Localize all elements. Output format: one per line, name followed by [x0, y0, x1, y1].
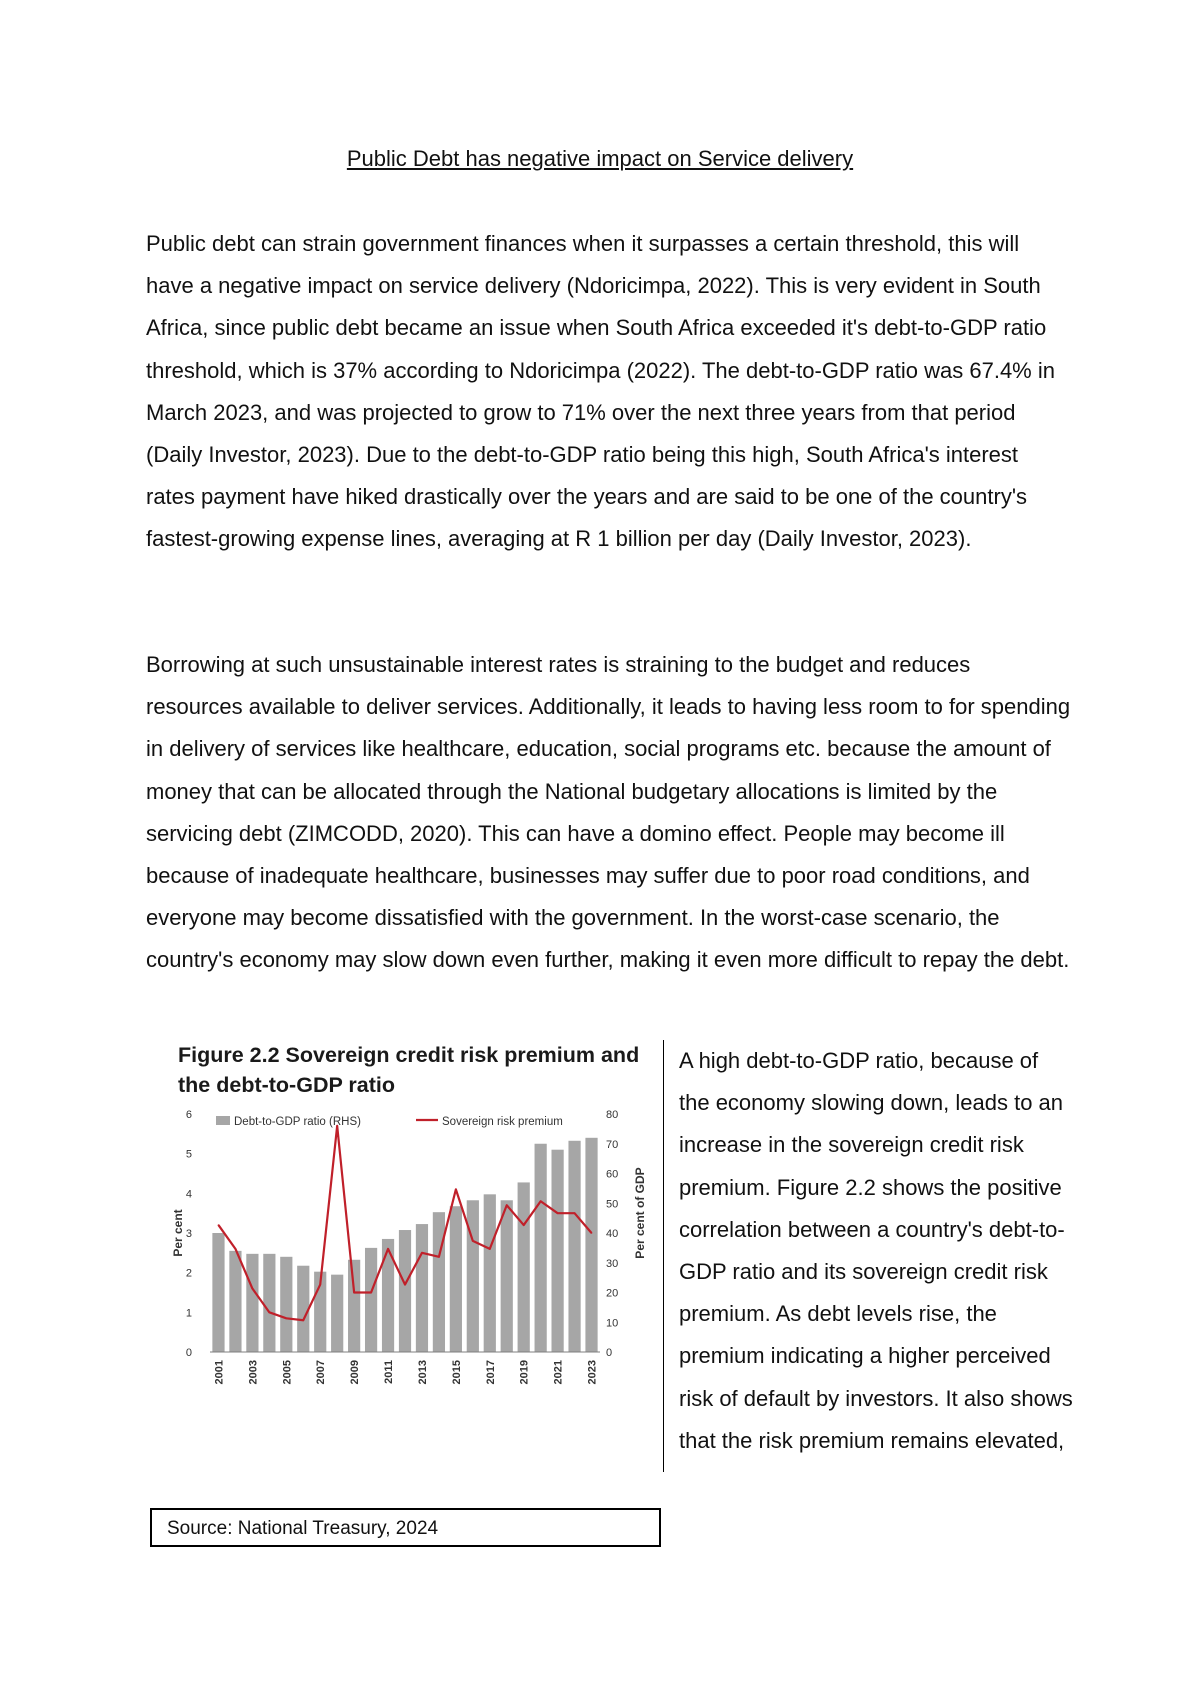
y2-tick-label: 0: [606, 1347, 613, 1359]
chart-title: Figure 2.2 Sovereign credit risk premium and the debt-to-GDP ratio: [178, 1043, 640, 1097]
x-tick-label: 2013: [416, 1360, 429, 1385]
x-tick-label: 2023: [586, 1360, 599, 1385]
bar-2012: [399, 1230, 411, 1352]
y2-tick-label: 30: [606, 1257, 619, 1270]
paragraph-2: Borrowing at such unsustainable interest rates is straining to the budget and reduces resources available to deliver services. Additionally, it leads to having less room to for spending in delivery of services like healthcare, education, social programs etc. because the amount of money that can be allocated through the National budgetary allocations is limited by the servicing debt (ZIMCODD, 2020). This can have a domino effect. People may become ill because of inadequate healthcare, businesses may suffer due to poor road conditions, and everyone may become dissatisfied with the government. In the worst-case scenario, the country's economy may slow down even further, making it even more difficult to repay the debt.: [146, 652, 1071, 973]
line-point-2009: [353, 1292, 355, 1294]
line-point-2010: [370, 1292, 372, 1294]
line-point-2001: [218, 1224, 220, 1226]
figure-2-2: [168, 1038, 658, 1473]
bar-2005: [280, 1257, 292, 1352]
line-point-2012: [404, 1284, 406, 1286]
y2-tick-label: 50: [606, 1198, 619, 1211]
x-tick-label: 2019: [518, 1360, 531, 1385]
bar-2013: [416, 1224, 428, 1352]
bar-2008: [331, 1275, 343, 1352]
side-paragraph: A high debt-to-GDP ratio, because of the economy slowing down, leads to an increase in the sovereign credit risk premium. Figure 2.2 shows the positive correlation between a country's debt-to-GDP ratio and its sovereign credit risk premium. As debt levels rise, the premium indicating a higher perceived risk of default by investors. It also shows that the risk premium remains elevated,: [679, 1048, 1073, 1453]
source-box: [150, 1508, 661, 1547]
bar-2019: [518, 1182, 530, 1352]
bar-2009: [348, 1260, 360, 1352]
x-tick-label: 2011: [383, 1360, 396, 1384]
y-tick-label: 2: [185, 1267, 192, 1280]
bar-2010: [365, 1248, 377, 1352]
legend-swatch-debt-to-gdp: [216, 1116, 230, 1125]
y-tick-label: 3: [185, 1228, 192, 1240]
line-point-2013: [421, 1252, 423, 1254]
line-point-2003: [252, 1288, 254, 1290]
y2-tick-label: 70: [606, 1138, 619, 1151]
y-tick-label: 6: [185, 1109, 192, 1121]
line-point-2017: [489, 1248, 491, 1250]
bar-2020: [535, 1144, 547, 1352]
x-tick-label: 2021: [552, 1360, 565, 1385]
y-tick-label: 5: [185, 1148, 192, 1161]
line-point-2016: [472, 1240, 474, 1242]
figure-divider: [663, 1040, 664, 1472]
chart: [168, 1102, 658, 1442]
y2-tick-label: 10: [606, 1317, 619, 1330]
bar-2014: [433, 1212, 445, 1352]
y2-tick-label: 60: [606, 1168, 619, 1181]
line-point-2014: [438, 1256, 440, 1258]
x-tick-label: 2009: [349, 1360, 362, 1385]
line-point-2011: [387, 1248, 389, 1250]
bar-2004: [263, 1254, 275, 1352]
y-tick-label: 4: [185, 1188, 192, 1201]
y2-tick-label: 40: [606, 1228, 619, 1240]
bar-2023: [585, 1138, 597, 1352]
y2-tick-label: 20: [606, 1287, 619, 1300]
line-point-2021: [557, 1212, 559, 1214]
line-point-2018: [506, 1204, 508, 1206]
x-tick-label: 2017: [484, 1360, 497, 1385]
legend-label-debt-to-gdp: Debt-to-GDP ratio (RHS): [234, 1116, 361, 1128]
x-tick-label: 2007: [315, 1360, 328, 1385]
line-point-2005: [286, 1317, 288, 1319]
y2-tick-label: 80: [606, 1109, 619, 1121]
bar-2001: [212, 1233, 224, 1352]
line-point-2007: [319, 1284, 321, 1286]
y-axis-title: Per cent: [171, 1209, 185, 1257]
x-tick-label: 2015: [450, 1360, 463, 1385]
line-point-2023: [591, 1232, 593, 1234]
page-title: Public Debt has negative impact on Service delivery: [346, 146, 854, 171]
line-point-2020: [540, 1200, 542, 1202]
bar-2015: [450, 1206, 462, 1352]
bar-2017: [484, 1194, 496, 1352]
y2-axis-title: Per cent of GDP: [633, 1167, 647, 1259]
bar-2022: [568, 1141, 580, 1352]
line-point-2002: [235, 1248, 237, 1250]
bar-2016: [467, 1200, 479, 1352]
paragraph-1: Public debt can strain government finances when it surpasses a certain threshold, this will have a negative impact on service delivery (Ndoricimpa, 2022). This is very evident in South Africa, since public debt became an issue when South Africa exceeded it's debt-to-GDP ratio threshold, which is 37% according to Ndoricimpa (2022). The debt-to-GDP ratio was 67.4% in March 2023, and was projected to grow to 71% over the next three years from that period (Daily Investor, 2023). Due to the debt-to-GDP ratio being this high, South Africa's interest rates payment have hiked drastically over the years and are said to be one of the country's fastest-growing expense lines, averaging at R 1 billion per day (Daily Investor, 2023).: [146, 231, 1055, 552]
legend-label-sovereign-risk: Sovereign risk premium: [442, 1116, 563, 1128]
x-tick-label: 2003: [247, 1360, 260, 1385]
y-tick-label: 0: [185, 1347, 192, 1359]
x-tick-label: 2001: [213, 1360, 226, 1385]
bar-2003: [246, 1254, 258, 1352]
bar-2018: [501, 1200, 513, 1352]
line-point-2004: [269, 1312, 271, 1314]
line-point-2019: [523, 1224, 525, 1226]
y-tick-label: 1: [185, 1307, 192, 1320]
bar-2021: [552, 1150, 564, 1352]
line-point-2015: [455, 1189, 457, 1191]
line-point-2006: [302, 1319, 304, 1321]
bar-2002: [229, 1251, 241, 1352]
x-tick-label: 2005: [281, 1360, 294, 1385]
line-point-2022: [574, 1212, 576, 1214]
source-text: Source: National Treasury, 2024: [167, 1518, 439, 1539]
